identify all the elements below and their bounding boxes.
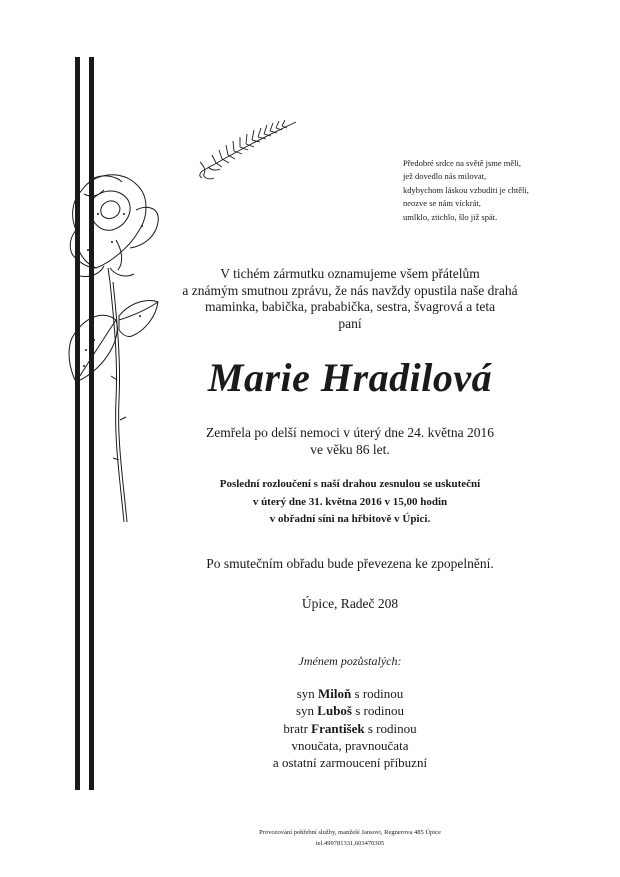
announcement-intro [140, 266, 560, 332]
poem [403, 157, 529, 224]
deceased-name: Marie Hradilová [207, 355, 493, 400]
poem-line: Předobré srdce na světě jsme měli, [403, 158, 522, 168]
intro-line: a známým smutnou zprávu, že nás navždy opustila naše drahá [182, 282, 518, 298]
intro-line: paní [338, 315, 362, 331]
poem-line: jež dovedlo nás milovat, [403, 171, 487, 182]
mourner-relation: syn [296, 686, 319, 701]
poem-line: umlklo, ztichlo, šlo již spát. [403, 211, 498, 222]
mourner-name: Luboš [317, 703, 352, 719]
mourner-suffix: s rodinou [352, 703, 404, 719]
mourner-row [140, 737, 560, 754]
mourner-suffix: s rodinou [364, 720, 417, 736]
mourner-name: František [311, 720, 365, 736]
mourner-name: Miloň [318, 686, 352, 701]
poem-line: neozve se nám víckrát, [403, 198, 481, 209]
farewell-line: v úterý dne 31. května 2016 v 15,00 hodin [252, 495, 448, 508]
death-details [140, 425, 560, 458]
mourner-row [140, 720, 560, 737]
mourners-title: Jménem pozůstalých: [298, 654, 402, 668]
mourner-suffix: a ostatní zarmoucení příbuzní [272, 755, 428, 771]
mourner-row [140, 754, 560, 771]
mourner-suffix: s rodinou [351, 686, 404, 701]
footer-phone: tel.499781331,603470305 [315, 840, 385, 847]
mourners-list [140, 685, 560, 771]
footer [140, 827, 560, 849]
palm-branch-icon [196, 118, 306, 183]
cremation-note: Po smutečním obřadu bude převezena ke zpopelnění. [206, 556, 494, 571]
address: Úpice, Radeč 208 [301, 596, 399, 611]
poem-line: kdybychom láskou vzbuditi je chtěli, [403, 184, 529, 195]
intro-line: V tichém zármutku oznamujeme všem přátelům [220, 266, 480, 281]
footer-company: Provozování pohřební služby, manželé Jansovi, Regnerova 485 Úpice [259, 829, 441, 836]
mourner-row [140, 685, 560, 702]
mourner-row [140, 702, 560, 719]
farewell-details [140, 476, 560, 529]
mourner-relation: bratr [283, 720, 312, 736]
farewell-line: Poslední rozloučení s naší drahou zesnulou se uskuteční [219, 478, 481, 490]
intro-line: maminka, babička, prababička, sestra, švagrová a teta [204, 299, 496, 314]
death-line: Zemřela po delší nemoci v úterý dne 24. května 2016 [206, 425, 494, 440]
mourner-suffix: vnoučata, pravnoučata [291, 737, 409, 753]
mourner-relation: syn [295, 703, 318, 719]
death-line: ve věku 86 let. [310, 441, 390, 457]
rose-icon [64, 170, 164, 526]
farewell-line: v obřadní síni na hřbitově v Úpici. [269, 513, 431, 525]
